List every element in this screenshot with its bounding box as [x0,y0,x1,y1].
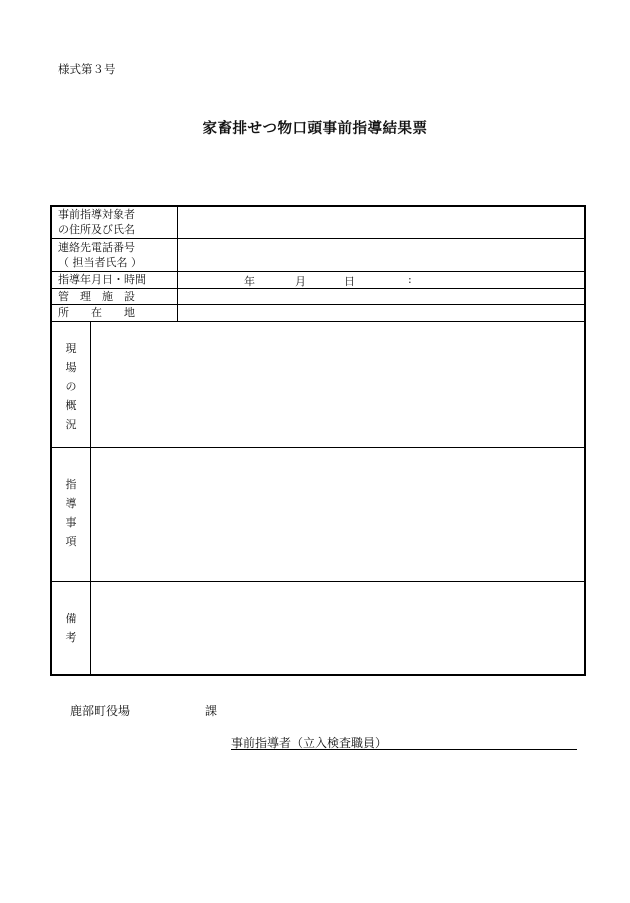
guidance-result-table [50,205,586,676]
row-divider [52,447,584,448]
date-month-unit: 月 [295,275,306,288]
date-year-unit: 年 [244,275,255,288]
form-number: 様式第３号 [58,62,116,76]
datetime-label: 指導年月日・時間 [58,273,146,286]
signature-line [231,749,577,750]
time-separator: : [408,273,412,286]
guidance-items-label: 指 導 事 項 [65,478,77,548]
facility-label: 管 理 施 設 [58,290,135,303]
target-label-line1: 事前指導対象者 [58,208,135,221]
signer-label: 事前指導者（立入検査職員） [231,736,388,750]
column-divider [177,207,178,321]
section-suffix: 課 [205,704,218,718]
site-overview-label: 現 場 の 概 況 [65,342,77,431]
remarks-label: 備 考 [65,612,77,644]
contact-label-line1: 連絡先電話番号 [58,241,135,254]
column-divider [90,321,91,676]
target-label-line2: の住所及び氏名 [58,223,135,236]
contact-label-line2: （ 担当者氏名 ） [58,256,142,269]
row-divider [52,581,584,582]
row-divider [52,238,584,239]
row-divider [52,321,584,322]
document-title: 家畜排せつ物口頭事前指導結果票 [202,120,428,137]
date-day-unit: 日 [344,275,355,288]
location-label: 所 在 地 [58,306,135,319]
town-office-label: 鹿部町役場 [70,704,131,718]
